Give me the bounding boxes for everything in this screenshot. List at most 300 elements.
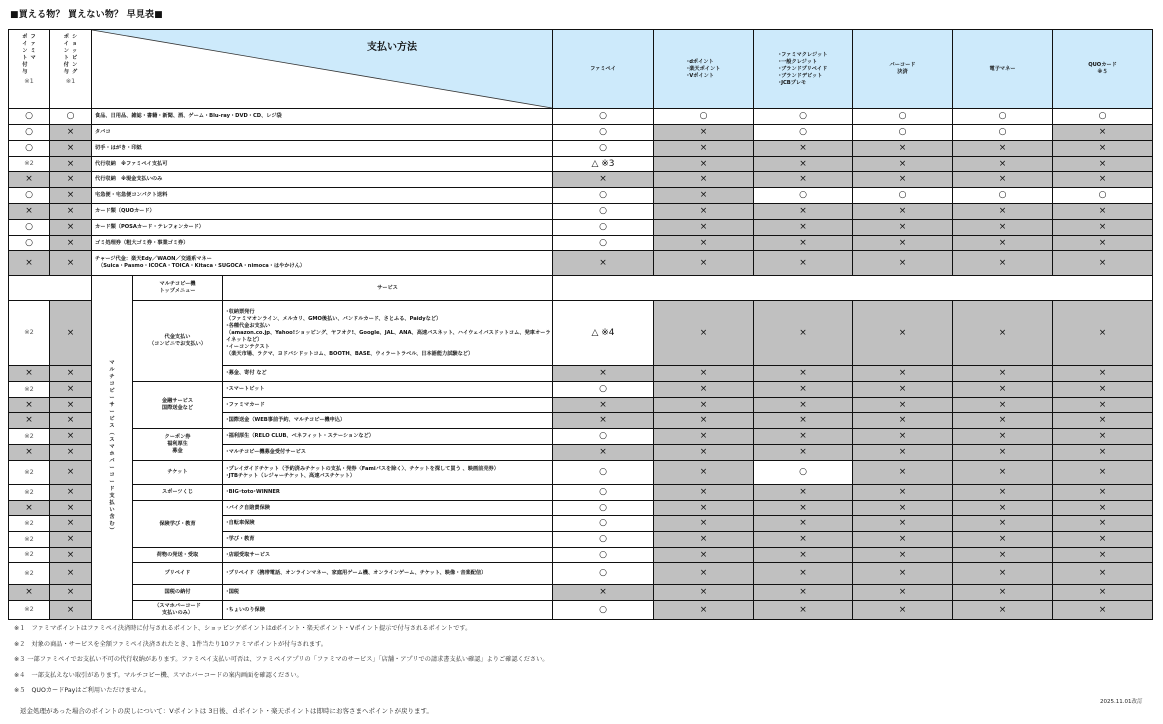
service-line: イネットなど） (226, 336, 263, 343)
mark-symbol: × (799, 143, 807, 153)
item-label (92, 251, 553, 276)
section-label-char: い (109, 507, 115, 513)
payment-column-header (553, 30, 654, 109)
label-char: ッ (72, 48, 78, 54)
famima-point-cell (9, 141, 50, 157)
label-column (72, 34, 77, 76)
mark-symbol: × (1098, 399, 1107, 410)
mark-symbol: × (998, 222, 1007, 232)
mark-symbol: × (25, 368, 33, 378)
mark-symbol: × (998, 518, 1007, 528)
mark-symbol: ○ (599, 604, 607, 615)
menu-category (133, 585, 223, 601)
payment-cell (754, 141, 853, 157)
column-label-line: バーコード (889, 62, 916, 68)
payment-cell (654, 413, 754, 429)
mark-symbol: × (1098, 467, 1107, 477)
mark-symbol: × (699, 487, 708, 497)
service-line: ･各種代金お支払い (226, 322, 271, 329)
mark-symbol: × (25, 399, 33, 410)
label-char: 与 (63, 69, 69, 75)
mark-symbol: ○ (599, 206, 607, 216)
mark-symbol: × (799, 399, 807, 410)
payment-cell (654, 366, 754, 382)
service-line: （楽天市場、ラクマ、ヨドバシドットコム、BOOTH、BASE、ウィラートラベル、日本語能力試験など） (226, 350, 474, 357)
column-label (1053, 62, 1152, 76)
table-row (9, 585, 1153, 601)
mark-symbol: × (1098, 158, 1107, 169)
section-label-char: ホ (109, 451, 115, 457)
mark-symbol: △ ※4 (591, 327, 615, 338)
label-char: マ (30, 55, 36, 61)
mark-symbol: × (25, 257, 33, 268)
payment-cell (654, 501, 754, 516)
section-label-char: ︶ (109, 528, 115, 534)
service-line: ･国際送金（WEB事前予約、マルチコピー機申込） (226, 417, 346, 423)
service-label (223, 445, 553, 461)
menu-header-line: マルチコピー機 (159, 281, 196, 287)
mark-symbol: × (898, 604, 907, 615)
payment-cell (654, 563, 754, 585)
mark-symbol: ○ (898, 111, 907, 121)
mark-symbol: × (799, 174, 807, 184)
mark-symbol: × (799, 222, 807, 232)
mark-symbol: × (66, 158, 75, 169)
mark-symbol: × (998, 206, 1007, 216)
item-text: チャージ代金：楽天Edy／WAON／交通系マネー (95, 256, 212, 262)
mark-symbol: × (1098, 237, 1107, 248)
section-label-char: コ (109, 472, 115, 478)
payment-cell (1053, 445, 1153, 461)
payment-cell (953, 601, 1053, 620)
shopping-point-cell (50, 516, 92, 532)
payment-cell (654, 204, 754, 220)
mark-symbol: × (25, 587, 33, 597)
header-row (9, 30, 1153, 109)
table-row (9, 501, 1153, 516)
payment-cell (654, 172, 754, 188)
footnote-4: ※４ 一部支払えない取引があります。マルチコピー機、スマホバーコードの案内画面を確認ください。 (14, 671, 303, 679)
menu-category (133, 429, 223, 461)
famima-point-cell (9, 172, 50, 188)
column-label (953, 66, 1052, 73)
famima-point-cell (9, 601, 50, 620)
shopping-point-cell (50, 172, 92, 188)
mark-symbol: ○ (599, 143, 607, 153)
mark-symbol: ○ (599, 549, 607, 560)
shopping-point-cell (50, 382, 92, 398)
mark-symbol: × (799, 384, 807, 394)
payment-cell (754, 125, 853, 141)
payment-cell (1053, 382, 1153, 398)
mark-symbol: × (898, 368, 907, 378)
mark-symbol: × (699, 237, 708, 248)
mark-symbol: × (25, 502, 33, 513)
mark-symbol: × (1098, 518, 1107, 528)
column-label-line: ･ブランドプリペイド (778, 65, 828, 72)
mark-symbol: ○ (599, 568, 607, 578)
famima-point-cell (9, 413, 50, 429)
table-row (9, 172, 1153, 188)
famima-point-cell (9, 366, 50, 382)
table-row (9, 563, 1153, 585)
payment-column-header (953, 30, 1053, 109)
table-row (9, 141, 1153, 157)
payment-cell (1053, 485, 1153, 501)
label-char: 付 (63, 62, 69, 68)
column-label-line: ･dポイント (686, 58, 714, 65)
mark-symbol: × (25, 447, 33, 457)
menu-header (133, 276, 223, 301)
famima-point-cell (9, 157, 50, 172)
payment-column-header (654, 30, 754, 109)
mark-symbol: × (998, 487, 1007, 497)
column-label (687, 59, 721, 80)
mark-symbol: ○ (1098, 111, 1107, 121)
mark-symbol: × (998, 587, 1007, 597)
table-row (9, 429, 1153, 445)
payment-cell (953, 532, 1053, 548)
payment-cell (553, 382, 654, 398)
payment-cell (953, 501, 1053, 516)
payment-cell (553, 141, 654, 157)
mark-symbol: × (66, 384, 75, 394)
service-label (223, 548, 553, 563)
label-char: イ (63, 41, 69, 47)
shopping-point-cell (50, 501, 92, 516)
mark-symbol: ○ (25, 222, 33, 232)
payment-cell (1053, 172, 1153, 188)
mark-symbol: × (799, 549, 807, 560)
service-label (223, 585, 553, 601)
shopping-point-cell (50, 532, 92, 548)
famima-point-cell (9, 220, 50, 236)
menu-category (133, 461, 223, 485)
payment-cell (853, 251, 953, 276)
shopping-point-cell (50, 548, 92, 563)
section-label-char: ピ (109, 388, 115, 394)
table-row (9, 301, 1153, 366)
payment-cell (553, 429, 654, 445)
mark-symbol: × (799, 487, 807, 497)
payment-cell (953, 461, 1053, 485)
payment-cell (553, 220, 654, 236)
label-column (64, 34, 69, 76)
mark-symbol: ※2 (24, 605, 34, 613)
mark-symbol: × (799, 237, 807, 248)
payment-cell (1053, 236, 1153, 251)
item-text: 切手・はがき・印紙 (95, 145, 142, 151)
mark-symbol: × (998, 399, 1007, 410)
payment-cell (853, 398, 953, 413)
mark-symbol: ○ (599, 190, 607, 200)
payment-cell (553, 188, 654, 204)
payment-cell (953, 301, 1053, 366)
column-label-line: ･ブランドデビット (778, 72, 823, 79)
famima-point-cell (9, 461, 50, 485)
mark-symbol: × (66, 431, 75, 441)
shopping-point-cell (50, 413, 92, 429)
service-line: ･学び・教育 (226, 536, 255, 542)
payment-cell (553, 585, 654, 601)
mark-symbol: × (998, 604, 1007, 615)
section-label-char: ス (109, 423, 115, 429)
payment-cell (754, 382, 853, 398)
mark-symbol: × (898, 143, 907, 153)
payment-cell (754, 157, 853, 172)
payment-cell (654, 125, 754, 141)
payment-cell (754, 188, 853, 204)
mark-symbol: × (699, 384, 708, 394)
mark-symbol: × (799, 447, 807, 457)
famima-point-cell (9, 563, 50, 585)
mark-symbol: × (799, 415, 807, 425)
mark-symbol: ※2 (24, 568, 34, 577)
label-char: ョ (72, 41, 78, 47)
shopping-point-cell (50, 125, 92, 141)
label-char: 与 (22, 69, 28, 75)
payment-cell (553, 413, 654, 429)
section-label-char: マ (109, 360, 115, 366)
payment-cell (553, 563, 654, 585)
payment-cell (953, 220, 1053, 236)
service-line: ･ちょいのり保険 (226, 606, 265, 613)
section-label-char: む (109, 521, 115, 527)
mark-symbol: × (799, 257, 807, 268)
shopping-point-cell (50, 251, 92, 276)
mark-symbol: ※2 (24, 550, 34, 558)
mark-symbol: × (699, 518, 708, 528)
payment-cell (953, 157, 1053, 172)
section-label-char: ー (109, 465, 115, 471)
menu-category-line: 募金 (172, 448, 183, 454)
label-char: イ (22, 41, 28, 47)
payment-cell (654, 429, 754, 445)
mark-symbol: × (699, 174, 708, 184)
mark-symbol: × (898, 158, 907, 169)
payment-cell (553, 516, 654, 532)
payment-cell (953, 188, 1053, 204)
service-line: ･収納票発行 (226, 308, 255, 315)
payment-cell (1053, 251, 1153, 276)
page-title: ■買える物？ 買えない物？ 早見表■ (10, 10, 163, 20)
mark-symbol: × (799, 534, 807, 544)
mark-symbol: × (998, 158, 1007, 169)
mark-symbol: × (66, 604, 75, 615)
payment-cell (654, 157, 754, 172)
mark-symbol: × (898, 431, 907, 441)
payment-cell (953, 485, 1053, 501)
mark-symbol: × (599, 174, 607, 184)
mark-symbol: × (1098, 327, 1107, 338)
label-char: 付 (22, 62, 28, 68)
shopping-point-cell (50, 485, 92, 501)
mark-symbol: × (699, 447, 708, 457)
item-text: ゴミ処理券（粗大ゴミ券・事業ゴミ券） (95, 239, 189, 246)
mark-symbol: × (1098, 368, 1107, 378)
mark-symbol: × (1098, 487, 1107, 497)
service-label (223, 601, 553, 620)
mark-symbol: ○ (25, 111, 33, 121)
payment-cell (1053, 532, 1153, 548)
payment-cell (553, 501, 654, 516)
mark-symbol: × (599, 257, 607, 268)
mark-symbol: × (1098, 568, 1107, 578)
item-text: （Suica・Pasmo・ICOCA・TOICA・Kitaca・SUGOCA・nimoca・はやかけん） (98, 263, 306, 269)
payment-cell (654, 461, 754, 485)
mark-symbol: × (66, 587, 75, 597)
mark-symbol: × (799, 368, 807, 378)
payment-cell (754, 548, 853, 563)
payment-cell (1053, 141, 1153, 157)
mark-symbol: ○ (25, 127, 33, 137)
section-label-char: マ (109, 444, 115, 450)
payment-cell (754, 413, 853, 429)
payment-cell (553, 251, 654, 276)
menu-category-line: クーポン券 (164, 434, 191, 440)
payment-column-header (1053, 30, 1153, 109)
mark-symbol: × (1098, 127, 1107, 137)
payment-cell (953, 382, 1053, 398)
mark-symbol: × (699, 502, 708, 513)
payment-cell (754, 516, 853, 532)
section-label-char: サ (109, 402, 115, 408)
payment-cell (853, 461, 953, 485)
payment-cell (654, 548, 754, 563)
shopping-point-cell (50, 188, 92, 204)
label-char: ポ (63, 34, 69, 40)
mark-symbol: × (66, 415, 75, 425)
menu-category (133, 563, 223, 585)
mark-symbol: × (799, 587, 807, 597)
payment-cell (553, 109, 654, 125)
mark-symbol: × (66, 534, 75, 544)
mark-symbol: × (998, 467, 1007, 477)
famima-point-cell (9, 188, 50, 204)
mark-symbol: × (699, 257, 708, 268)
payment-cell (1053, 125, 1153, 141)
column-label-line: ･楽天ポイント (686, 65, 721, 72)
column-label-line: 決済 (897, 69, 908, 75)
mark-symbol: × (898, 237, 907, 248)
payment-cell (754, 563, 853, 585)
payment-cell (754, 501, 853, 516)
table-row (9, 236, 1153, 251)
mark-symbol: ○ (1098, 190, 1107, 200)
mark-symbol: × (998, 143, 1007, 153)
payment-cell (654, 236, 754, 251)
famima-point-cell (9, 429, 50, 445)
mark-symbol: × (1098, 174, 1107, 184)
famima-point-cell (9, 532, 50, 548)
label-column (22, 34, 27, 76)
label-char: ト (22, 55, 28, 61)
service-label (223, 461, 553, 485)
service-line: ･BIG･toto･WINNER (226, 489, 280, 495)
revision-date: 2025.11.01改訂 (1100, 699, 1143, 705)
famima-point-cell (9, 485, 50, 501)
payment-cell (853, 585, 953, 601)
payment-cell (754, 585, 853, 601)
service-line: ･スマートピット (226, 386, 265, 392)
mark-symbol: × (799, 327, 807, 338)
mark-symbol: ○ (25, 190, 33, 200)
mark-symbol: × (1098, 587, 1107, 597)
item-label (92, 141, 553, 157)
mark-symbol: ○ (898, 190, 907, 200)
payment-cell (654, 445, 754, 461)
service-line: ･プレイガイドチケット（予約済みチケットの支払・発券〈Famiパスを除く〉、チケットを探して買う 、映画前売券） (226, 465, 499, 472)
payment-cell (853, 188, 953, 204)
service-line: ･ファミマカード (226, 401, 265, 408)
mark-symbol: × (699, 222, 708, 232)
item-label (92, 125, 553, 141)
menu-header-line: トップメニュー (159, 288, 196, 294)
payment-cell (953, 172, 1053, 188)
mark-symbol: × (66, 174, 75, 184)
payment-cell (654, 516, 754, 532)
mark-symbol: × (799, 518, 807, 528)
mark-symbol: ※2 (24, 328, 34, 336)
payment-cell (754, 204, 853, 220)
payment-cell (654, 485, 754, 501)
payment-cell (553, 125, 654, 141)
payment-cell (1053, 366, 1153, 382)
column-label-line: ･ファミマクレジット (778, 51, 828, 58)
mark-symbol: × (898, 206, 907, 216)
label-char: グ (72, 69, 78, 75)
mark-symbol: × (66, 467, 75, 477)
payment-cell (553, 301, 654, 366)
payment-cell (754, 220, 853, 236)
mark-symbol: ○ (599, 111, 607, 121)
payment-cell (853, 485, 953, 501)
mark-symbol: ※2 (24, 518, 34, 527)
mark-symbol: × (599, 447, 607, 457)
payment-cell (853, 563, 953, 585)
payment-cell (553, 172, 654, 188)
payment-cell (1053, 413, 1153, 429)
menu-category (133, 301, 223, 382)
multicopy-subheader-row (9, 276, 1153, 301)
payment-cell (553, 204, 654, 220)
menu-category (133, 501, 223, 548)
payment-cell (654, 382, 754, 398)
service-header: サービス (223, 276, 553, 301)
mark-symbol: × (998, 327, 1007, 338)
mark-symbol: ○ (799, 127, 807, 137)
mark-symbol: × (1098, 604, 1107, 615)
service-label (223, 501, 553, 516)
mark-symbol: × (699, 587, 708, 597)
mark-symbol: × (66, 257, 75, 268)
service-line: ･プリペイド（携帯電話、オンラインマネー、家庭用ゲーム機、オンラインゲーム、チケット、映像・音楽配信） (226, 570, 487, 576)
shopping-point-cell (50, 445, 92, 461)
label-char: シ (72, 34, 78, 40)
payment-cell (654, 601, 754, 620)
payment-cell (654, 188, 754, 204)
mark-symbol: × (66, 502, 75, 513)
column-label-line: ･Vポイント (686, 72, 714, 79)
mark-symbol: × (699, 604, 708, 615)
mark-symbol: × (66, 222, 75, 232)
menu-category-line: 保険学び・教育 (159, 520, 196, 527)
payment-cell (853, 516, 953, 532)
mark-symbol: × (66, 518, 75, 528)
mark-symbol: × (898, 399, 907, 410)
payment-method-label: 支払い方法 (367, 42, 417, 53)
famima-point-cell (9, 398, 50, 413)
